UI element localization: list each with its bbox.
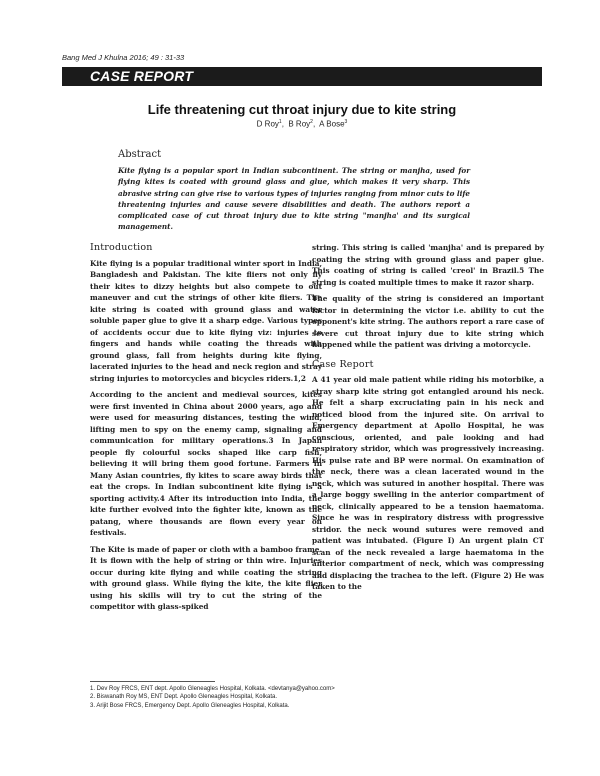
paragraph: string. This string is called 'manjha' and is prepared by coating the string with ground glass and paper glue. This coating of string is called 'creol' in Brazil.5 The string is coated multiple times to make it razor sharp. [312,243,544,287]
journal-citation: Bang Med J Khulna 2016; 49 : 31-33 [62,53,185,62]
introduction-heading: Introduction [90,242,153,253]
author-affiliation: 1 [278,119,282,125]
left-column [90,242,322,618]
case-report-heading: Case Report [312,358,374,370]
footnotes [90,685,530,710]
author-affiliation: 3 [344,119,348,125]
paragraph: A 41 year old male patient while riding his motorbike, a stray sharp kite string got entangled around his neck. He felt a sharp excruciating pain in his neck and noticed blood from the injured site. On arrival to Emergency department at Apollo Hospital, he was conscious, oriented, and pale looking and had respiratory stridor, which was progressively increasing. His pulse rate and BP were normal. On examination of the neck, there was a clean lacerated wound in the neck, which was sutured in another hospital. There was a large boggy swelling in the anterior compartment of neck, clinically appeared to be a tension haematoma. Since he was in respiratory distress with progressive stridor. the neck wound sutures were removed and patient was intubated. (Figure I) An urgent plain CT scan of the neck revealed a large haematoma in the anterior compartment of neck, which was compressing and displacing the trachea to the left. (Figure 2) He was taken to the [312,375,544,591]
footnote: 1. Dev Roy FRCS, ENT dept. Apollo Gleneagles Hospital, Kolkata. <devtanya@yahoo.com> [90,686,335,692]
author-affiliation: 2 [310,119,313,125]
banner-label: CASE REPORT [90,68,194,84]
right-column [312,242,544,598]
author-name: B Roy [288,119,311,129]
paragraph: Kite flying is a popular traditional winter sport in India, Bangladesh and Pakistan. The kite fliers not only fly their kites to dizzy heights but also compete to out maneuver and cut the strings of other kite fliers. The kite string is coated with ground glass and water soluble paper glue to give it a sharp edge. Various types of accidents occur due to kite flying viz: injuries to fingers and hands while coating the threads with ground glass, fall from heights during kite flying, lacerated injuries to the head and neck region and stray string injuries to motorcycles and bicycles riders.1,2 [90,258,322,383]
footnote: 2. Biswanath Roy MS, ENT Dept. Apollo Gleneagles Hospital, Kolkata. [90,694,277,701]
case-report-banner [62,67,542,86]
author-name: A Bose [319,119,345,129]
footnote: 3. Arijit Bose FRCS, Emergency Dept. Apollo Gleneagles Hospital, Kolkata. [90,702,290,709]
article-title: Life threatening cut throat injury due to kite string [147,102,457,117]
paragraph: The Kite is made of paper or cloth with a bamboo frame. It is flown with the help of string or thin wire. Injuries occur during kite flying and while coating the string with ground glass. While flying the kite, the kite flier using his skills will try to cut the string of the competitor with glass-spiked [90,544,322,611]
author-list: D Roy$^1$, B Roy$^2$, A Bose$^3$ [256,119,348,129]
footnote-divider [90,681,215,682]
abstract-text: Kite flying is a popular sport in Indian subcontinent. The string or manjha, used for flying kites is coated with ground glass and glue, which makes it very sharp. This abrasive string can give rise to various types of injuries ranging from minor cuts to life threatening injuries and cause severe disabilities and death. The authors report a complicated case of cut throat injury due to kite string "manjha' and its surgical management. [118,166,471,232]
paragraph: According to the ancient and medieval sources, kites were first invented in China about 2000 years, ago and were used for measuring distances, testing the wind, lifting men to spy on the enemy camp, signaling and communication for military operations.3 In Japan people fly colourful socks shaped like carp fish, believing it will bring them good fortune. Farmers in Many Asian countries, fly kites to scare away birds that eat the crops. In Indian subcontinent kite flying is a sporting activity.4 After its introduction into India, the kite further evolved into the fighter kite, known as the patang, where thousands are flown every year on festivals. [90,390,322,537]
abstract-heading: Abstract [118,149,162,160]
author-name: D Roy [256,119,279,129]
paragraph: The quality of the string is considered an important factor in determining the victor i.e. ability to cut the opponent's kite string. The authors report a rare case of severe cut throat injury due to kite string which happened while the patient was driving a motorcycle. [312,294,544,349]
